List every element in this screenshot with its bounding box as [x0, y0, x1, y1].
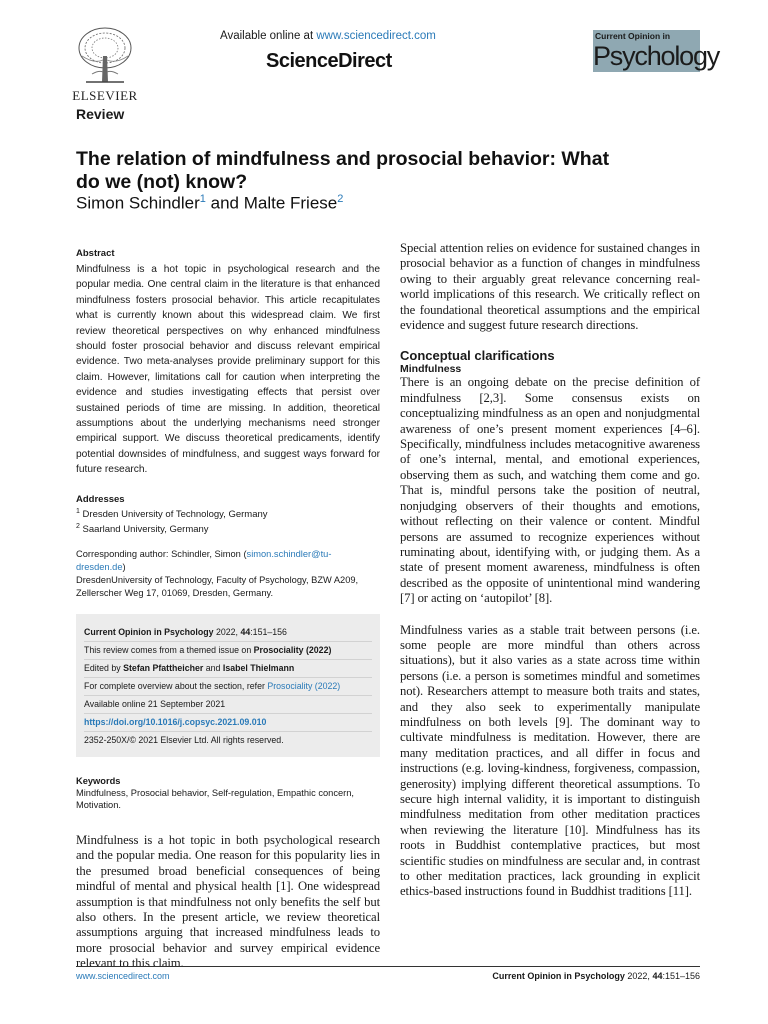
intro-paragraph: Mindfulness is a hot topic in both psychological research and the popular media. One reason for this popularity lies in the presumed broad beneficial consequences of being mindful of mental and physical health [1]. One widespread assumption is that mindfulness not only benefits the self but also others. In the present article, we review theoretical assumptions arguing that increased mindfulness leads to more prosocial behavior and survey empirical evidence relevant to this claim. — [76, 833, 380, 971]
overview-row: For complete overview about the section, refer Prosociality (2022) — [84, 678, 372, 696]
keywords-heading: Keywords — [76, 776, 121, 786]
copyright-row: 2352-250X/© 2021 Elsevier Ltd. All rights reserved. — [84, 735, 284, 745]
addresses-heading: Addresses — [76, 493, 125, 505]
footer-sciencedirect-link[interactable]: www.sciencedirect.com — [76, 971, 170, 981]
body-paragraph: Mindfulness varies as a stable trait between persons (i.e. some people are more mindful than others across situations), but it also varies as a state across time within persons (i.e. a person is sometimes mindful and sometimes not). Researchers attempt to measure both traits and states, and they also seek to experimentally manipulate mindfulness on both levels [9]. The dominant way to cultivate mindfulness is meditation. However, there are many meditation practices, and all differ in focus and instructions (e.g. loving-kindness, forgiveness, compassion, generosity) implying different theoretical assumptions. To secure high internal validity, it is important to distinguish mindfulness meditation from other meditation practices when reviewing the literature [10]. Mindfulness has its roots in Buddhist contemplative practices, but most scientific studies on mindfulness are secular and, in contrast to other meditation practices, lack grounding in explicit ethics-based instructions found in Buddhist traditions [11]. — [400, 622, 700, 899]
doi-row — [84, 714, 372, 732]
elsevier-wordmark: ELSEVIER — [72, 88, 138, 103]
affiliation-marker[interactable]: 2 — [337, 193, 344, 205]
journal-badge — [593, 30, 720, 72]
editors-row: Edited by Stefan Pfattheicher and Isabel Thielmann — [84, 660, 372, 678]
body-paragraph: Special attention relies on evidence for sustained changes in prosocial behavior as a function of changes in mindfulness owing to their arguably great relevance concerning real-world implications of this research. We critically reflect on the foundational theoretical assumptions and the empirical evidence and suggest future research directions. — [400, 241, 700, 333]
abstract-text: Mindfulness is a hot topic in psychological research and the popular media. One central claim in the literature is that enhanced mindfulness fosters prosocial behavior. This article recapitulates what is currently known about this widespread claim. We first review theoretical perspectives on why enhanced mindfulness should foster prosocial behavior and discuss relevant empirical evidence. Two meta-analyses provide preliminary support for this claim. However, limitations call for caution when interpreting the evidence and studies investigating effects that persist over sustained periods of time are missing. In addition, theoretical assumptions about the underlying mechanisms need stronger empirical support. We discuss theoretical predicaments, identify potential downsides of mindfulness, and suggest ways forward for future research. — [76, 264, 380, 476]
addresses — [76, 494, 380, 536]
body-paragraph: There is an ongoing debate on the precise definition of mindfulness [2,3]. Some consensus exists on conceptualizing mindfulness as an open and nonjudgmental awareness of one’s present moment experiences [4–6]. Specifically, mindfulness includes metacognitive awareness of one’s internal, mental, and emotional experiences, observing them as such, and watching them come and go. That is, mindful persons take the position of neutral, nonjudging observers of their thoughts and emotions, without reflecting on their valence or content. Mindful persons are assumed to recognize experiences without ruminating about, identifying with, or judging them. As a state of present moment awareness, mindfulness is often described as the opposite of unintentional mind wandering [7] or acting on ‘autopilot’ [8]. — [400, 375, 700, 606]
article-info-box — [76, 614, 380, 757]
themed-issue-row: This review comes from a themed issue on Prosociality (2022) — [84, 642, 372, 660]
address-item: $^2$ Saarland University, Germany — [76, 522, 209, 535]
affiliation-marker[interactable]: 1 — [199, 193, 206, 205]
keywords — [76, 775, 380, 811]
left-column — [76, 248, 380, 972]
footer-citation: Current Opinion in Psychology 2022, 44:151–156 — [492, 971, 700, 981]
citation-row: Current Opinion in Psychology 2022, 44:151–156 — [84, 624, 372, 642]
subsection-heading: Mindfulness — [400, 363, 462, 376]
author-line: Simon Schindler$^1$ and Malte Friese$^2$ — [76, 193, 344, 213]
journal-badge-top: Current Opinion in — [595, 31, 671, 41]
available-online-line: Available online at www.sciencedirect.com — [220, 30, 436, 42]
sciencedirect-link[interactable]: www.sciencedirect.com — [316, 30, 436, 42]
elsevier-logo — [70, 26, 140, 106]
footer-divider — [76, 966, 700, 967]
section-overview-link[interactable]: Prosociality (2022) — [267, 681, 341, 691]
address-item: $^1$ Dresden University of Technology, Germany — [76, 507, 268, 520]
doi-link[interactable]: https://doi.org/10.1016/j.copsyc.2021.09.010 — [84, 717, 267, 727]
author-name: Simon Schindler — [76, 193, 200, 213]
author-name: Malte Friese — [243, 193, 338, 213]
elsevier-tree-icon — [74, 26, 136, 88]
available-date-row: Available online 21 September 2021 — [84, 696, 372, 714]
author-email-link[interactable]: simon.schindler@tu-dresden.de — [76, 549, 332, 572]
keywords-text: Mindfulness, Prosocial behavior, Self-regulation, Empathic concern, Motivation. — [76, 788, 355, 810]
page-header — [0, 0, 768, 110]
sciencedirect-brand: ScienceDirect — [266, 50, 392, 72]
section-heading: Conceptual clarifications — [400, 348, 555, 364]
corresponding-author: Corresponding author: Schindler, Simon (simon.schindler@tu-dresden.de) DresdenUniversity of Technology, Faculty of Psychology, BZW A209, Zellerscher Weg 17, 01069, Dresden, Germany. — [76, 549, 359, 598]
article-type: Review — [76, 106, 125, 122]
journal-badge-main: Psychology — [593, 41, 720, 71]
abstract-heading: Abstract — [76, 248, 115, 259]
right-column — [400, 241, 700, 900]
article-title: The relation of mindfulness and prosocial behavior: What do we (not) know? — [76, 148, 610, 193]
author-address: DresdenUniversity of Technology, Faculty of Psychology, BZW A209, Zellerscher Weg 17, 01069, Dresden, Germany. — [76, 575, 359, 598]
